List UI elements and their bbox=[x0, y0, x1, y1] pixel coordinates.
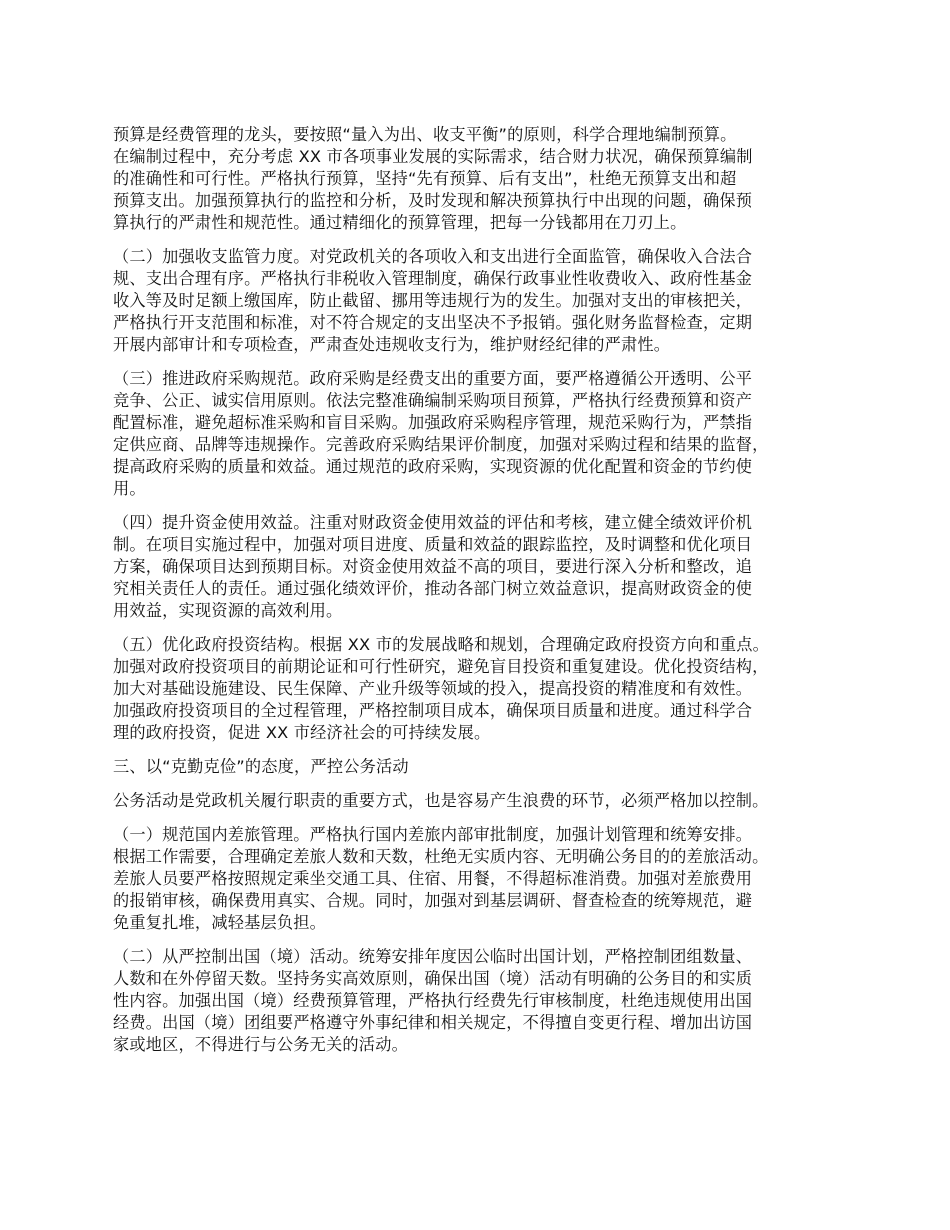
paragraph bbox=[113, 634, 853, 744]
text-line: （二）加强收支监管力度。对党政机关的各项收入和支出进行全面监管，确保收入合法合 bbox=[113, 247, 753, 266]
document-body bbox=[113, 124, 853, 1056]
text-line: 根据工作需要，合理确定差旅人数和天数，杜绝无实质内容、无明确公务目的的差旅活动。 bbox=[113, 847, 769, 866]
text-line: 加强对政府投资项目的前期论证和可行性研究，避免盲目投资和重复建设。优化投资结构， bbox=[113, 657, 769, 676]
paragraph bbox=[113, 946, 853, 1056]
text-line: 算执行的严肃性和规范性。通过精细化的预算管理，把每一分钱都用在刀刃上。 bbox=[113, 213, 687, 232]
text-line: （二）从严控制出国（境）活动。统筹安排年度因公临时出国计划，严格控制团组数量、 bbox=[113, 947, 753, 966]
text-line: 提高政府采购的质量和效益。通过规范的政府采购，实现资源的优化配置和资金的节约使 bbox=[113, 457, 753, 476]
text-line: 配置标准，避免超标准采购和盲目采购。加强政府采购程序管理，规范采购行为，严禁指 bbox=[113, 413, 753, 432]
text-line: 严格执行开支范围和标准，对不符合规定的支出坚决不予报销。强化财务监督检查，定期 bbox=[113, 313, 753, 332]
paragraph bbox=[113, 790, 853, 812]
text-line: 差旅人员要严格按照规定乘坐交通工具、住宿、用餐，不得超标准消费。加强对差旅费用 bbox=[113, 869, 753, 888]
text-line: 究相关责任人的责任。通过强化绩效评价，推动各部门树立效益意识，提高财政资金的使 bbox=[113, 579, 753, 598]
text-line: 公务活动是党政机关履行职责的重要方式，也是容易产生浪费的环节，必须严格加以控制。 bbox=[113, 791, 769, 810]
text-line: 性内容。加强出国（境）经费预算管理，严格执行经费先行审核制度，杜绝违规使用出国 bbox=[113, 991, 753, 1010]
text-line: 预算支出。加强预算执行的监控和分析，及时发现和解决预算执行中出现的问题，确保预 bbox=[113, 191, 753, 210]
text-line: 的报销审核，确保费用真实、合规。同时，加强对到基层调研、督查检查的统筹规范，避 bbox=[113, 891, 753, 910]
text-line: 预算是经费管理的龙头，要按照“量入为出、收支平衡”的原则，科学合理地编制预算。 bbox=[113, 125, 737, 144]
text-line: 收入等及时足额上缴国库，防止截留、挪用等违规行为的发生。加强对支出的审核把关， bbox=[113, 291, 753, 310]
text-line: 家或地区，不得进行与公务无关的活动。 bbox=[113, 1035, 408, 1054]
text-line: 用。 bbox=[113, 479, 146, 498]
document-page bbox=[113, 124, 853, 1068]
text-line: 加强政府投资项目的全过程管理，严格控制项目成本，确保项目质量和进度。通过科学合 bbox=[113, 701, 753, 720]
paragraph bbox=[113, 824, 853, 934]
text-line: （五）优化政府投资结构。根据 XX 市的发展战略和规划，合理确定政府投资方向和重点。 bbox=[113, 635, 769, 654]
text-line: 在编制过程中，充分考虑 XX 市各项事业发展的实际需求，结合财力状况，确保预算编制 bbox=[113, 147, 753, 166]
text-line: 制。在项目实施过程中，加强对项目进度、质量和效益的跟踪监控，及时调整和优化项目 bbox=[113, 535, 753, 554]
text-line: 定供应商、品牌等违规操作。完善政府采购结果评价制度，加强对采购过程和结果的监督， bbox=[113, 435, 769, 454]
text-line: （一）规范国内差旅管理。严格执行国内差旅内部审批制度，加强计划管理和统筹安排。 bbox=[113, 825, 753, 844]
text-line: 开展内部审计和专项检查，严肃查处违规收支行为，维护财经纪律的严肃性。 bbox=[113, 335, 671, 354]
text-line: 方案，确保项目达到预期目标。对资金使用效益不高的项目，要进行深入分析和整改，追 bbox=[113, 557, 753, 576]
paragraph bbox=[113, 512, 853, 622]
paragraph bbox=[113, 124, 853, 234]
text-line: 免重复扎堆，减轻基层负担。 bbox=[113, 913, 327, 932]
text-line: 规、支出合理有序。严格执行非税收入管理制度，确保行政事业性收费收入、政府性基金 bbox=[113, 269, 753, 288]
text-line: 的准确性和可行性。严格执行预算，坚持“先有预算、后有支出”，杜绝无预算支出和超 bbox=[113, 169, 737, 188]
text-line: 加大对基础设施建设、民生保障、产业升级等领域的投入，提高投资的精准度和有效性。 bbox=[113, 679, 753, 698]
text-line: 人数和在外停留天数。坚持务实高效原则，确保出国（境）活动有明确的公务目的和实质 bbox=[113, 969, 753, 988]
paragraph bbox=[113, 368, 853, 500]
section-heading bbox=[113, 756, 853, 778]
text-line: 经费。出国（境）团组要严格遵守外事纪律和相关规定，不得擅自变更行程、增加出访国 bbox=[113, 1013, 753, 1032]
text-line: 用效益，实现资源的高效利用。 bbox=[113, 601, 343, 620]
paragraph bbox=[113, 246, 853, 356]
text-line: （三）推进政府采购规范。政府采购是经费支出的重要方面，要严格遵循公开透明、公平 bbox=[113, 369, 753, 388]
text-line: 理的政府投资，促进 XX 市经济社会的可持续发展。 bbox=[113, 723, 491, 742]
text-line: 竞争、公正、诚实信用原则。依法完整准确编制采购项目预算，严格执行经费预算和资产 bbox=[113, 391, 753, 410]
text-line: 三、以“克勤克俭”的态度，严控公务活动 bbox=[113, 757, 409, 776]
text-line: （四）提升资金使用效益。注重对财政资金使用效益的评估和考核，建立健全绩效评价机 bbox=[113, 513, 753, 532]
